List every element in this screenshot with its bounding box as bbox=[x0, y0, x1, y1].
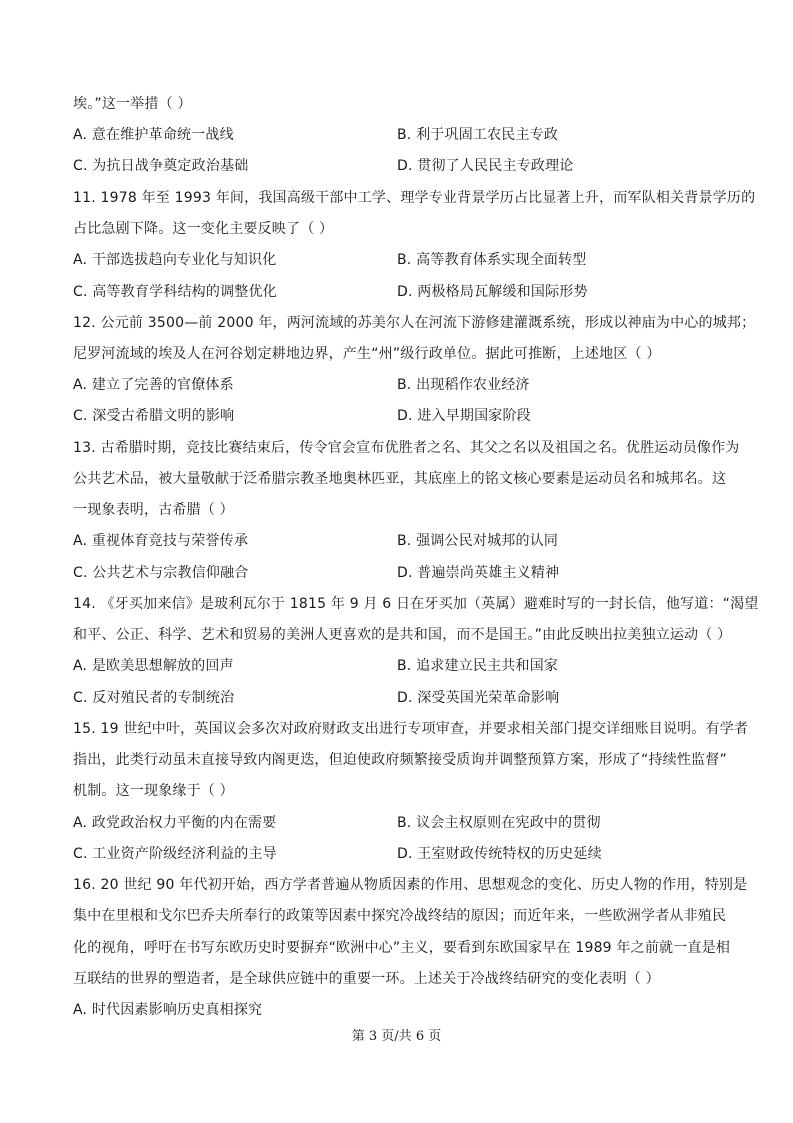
q13-option-a: A. 重视体育竞技与荣誉传承 bbox=[73, 533, 249, 549]
q13-stem-line-2: 公共艺术品，被大量敬献于泛希腊宗教圣地奥林匹亚，其底座上的铭文核心要素是运动员名和城邦名。这 bbox=[73, 471, 727, 487]
q11-option-d: D. 两极格局瓦解缓和国际形势 bbox=[397, 284, 588, 300]
q12-stem-line-1: 12. 公元前 3500—前 2000 年，两河流域的苏美尔人在河流下游修建灌溉系统，形成以神庙为中心的城邦； bbox=[73, 315, 756, 331]
q13-stem-line-1: 13. 古希腊时期，竞技比赛结束后，传令官会宣布优胜者之名、其父之名以及祖国之名。优胜运动员像作为 bbox=[73, 440, 740, 456]
q15-option-b: B. 议会主权原则在宪政中的贯彻 bbox=[397, 815, 601, 831]
q14-option-b: B. 追求建立民主共和国家 bbox=[397, 658, 559, 674]
q12-option-c: C. 深受古希腊文明的影响 bbox=[73, 408, 235, 424]
q10-stem-continuation: 埃。”这一举措（ ） bbox=[73, 96, 192, 112]
q14-stem-line-2: 和平、公正、科学、艺术和贸易的美洲人更喜欢的是共和国，而不是国王。”由此反映出拉美独立运动（ ） bbox=[73, 627, 732, 643]
q13-option-d: D. 普遍崇尚英雄主义精神 bbox=[397, 565, 560, 581]
q15-stem-line-2: 指出，此类行动虽未直接导致内阁更迭，但迫使政府频繁接受质询并调整预算方案，形成了“持续性监督” bbox=[73, 752, 727, 768]
q11-stem-line-2: 占比急剧下降。这一变化主要反映了（ ） bbox=[73, 221, 334, 237]
q10-option-a: A. 意在维护革命统一战线 bbox=[73, 127, 234, 143]
q14-option-a: A. 是欧美思想解放的回声 bbox=[73, 658, 234, 674]
q16-stem-line-2: 集中在里根和戈尔巴乔夫所奉行的政策等因素中探究冷战终结的原因；而近年来，一些欧洲学者从非殖民 bbox=[73, 908, 727, 924]
q10-option-c: C. 为抗日战争奠定政治基础 bbox=[73, 158, 249, 174]
page-number-footer: 第 3 页/共 6 页 bbox=[351, 1029, 442, 1044]
q11-stem-line-1: 11. 1978 年至 1993 年间，我国高级干部中工学、理学专业背景学历占比显著上升，而军队相关背景学历的 bbox=[73, 190, 756, 206]
q11-option-b: B. 高等教育体系实现全面转型 bbox=[397, 252, 587, 268]
q14-stem-line-1: 14. 《牙买加来信》是玻利瓦尔于 1815 年 9 月 6 日在牙买加（英属）避难时写的一封长信，他写道：“渴望 bbox=[73, 596, 759, 612]
q10-option-d: D. 贯彻了人民民主专政理论 bbox=[397, 158, 574, 174]
q14-option-d: D. 深受英国光荣革命影响 bbox=[397, 690, 560, 706]
q13-option-c: C. 公共艺术与宗教信仰融合 bbox=[73, 565, 249, 581]
q16-option-a: A. 时代因素影响历史真相探究 bbox=[73, 1002, 263, 1018]
q13-option-b: B. 强调公民对城邦的认同 bbox=[397, 533, 559, 549]
q15-stem-line-3: 机制。这一现象缘于（ ） bbox=[73, 783, 234, 799]
q13-stem-line-3: 一现象表明，古希腊（ ） bbox=[73, 502, 234, 518]
q15-option-a: A. 政党政治权力平衡的内在需要 bbox=[73, 815, 277, 831]
q12-option-b: B. 出现稻作农业经济 bbox=[397, 377, 530, 393]
q11-option-a: A. 干部选拔趋向专业化与知识化 bbox=[73, 252, 277, 268]
q12-option-d: D. 进入早期国家阶段 bbox=[397, 408, 531, 424]
q15-stem-line-1: 15. 19 世纪中叶，英国议会多次对政府财政支出进行专项审查，并要求相关部门提交详细账目说明。有学者 bbox=[73, 721, 749, 737]
q14-option-c: C. 反对殖民者的专制统治 bbox=[73, 690, 235, 706]
q15-option-d: D. 王室财政传统特权的历史延续 bbox=[397, 846, 602, 862]
q10-option-b: B. 利于巩固工农民主专政 bbox=[397, 127, 559, 143]
q16-stem-line-3: 化的视角，呼吁在书写东欧历史时要摒弃“欧洲中心”主义，要看到东欧国家早在 1989 年之前就一直是相 bbox=[73, 940, 731, 956]
q16-stem-line-1: 16. 20 世纪 90 年代初开始，西方学者普遍从物质因素的作用、思想观念的变化、历史人物的作用，特别是 bbox=[73, 877, 748, 893]
q15-option-c: C. 工业资产阶级经济利益的主导 bbox=[73, 846, 277, 862]
q11-option-c: C. 高等教育学科结构的调整优化 bbox=[73, 284, 277, 300]
q12-option-a: A. 建立了完善的官僚体系 bbox=[73, 377, 234, 393]
q12-stem-line-2: 尼罗河流域的埃及人在河谷划定耕地边界，产生“州”级行政单位。据此可推断，上述地区（ ） bbox=[73, 346, 661, 362]
q16-stem-line-4: 互联结的世界的塑造者，是全球供应链中的重要一环。上述关于冷战终结研究的变化表明（ ） bbox=[73, 971, 660, 987]
